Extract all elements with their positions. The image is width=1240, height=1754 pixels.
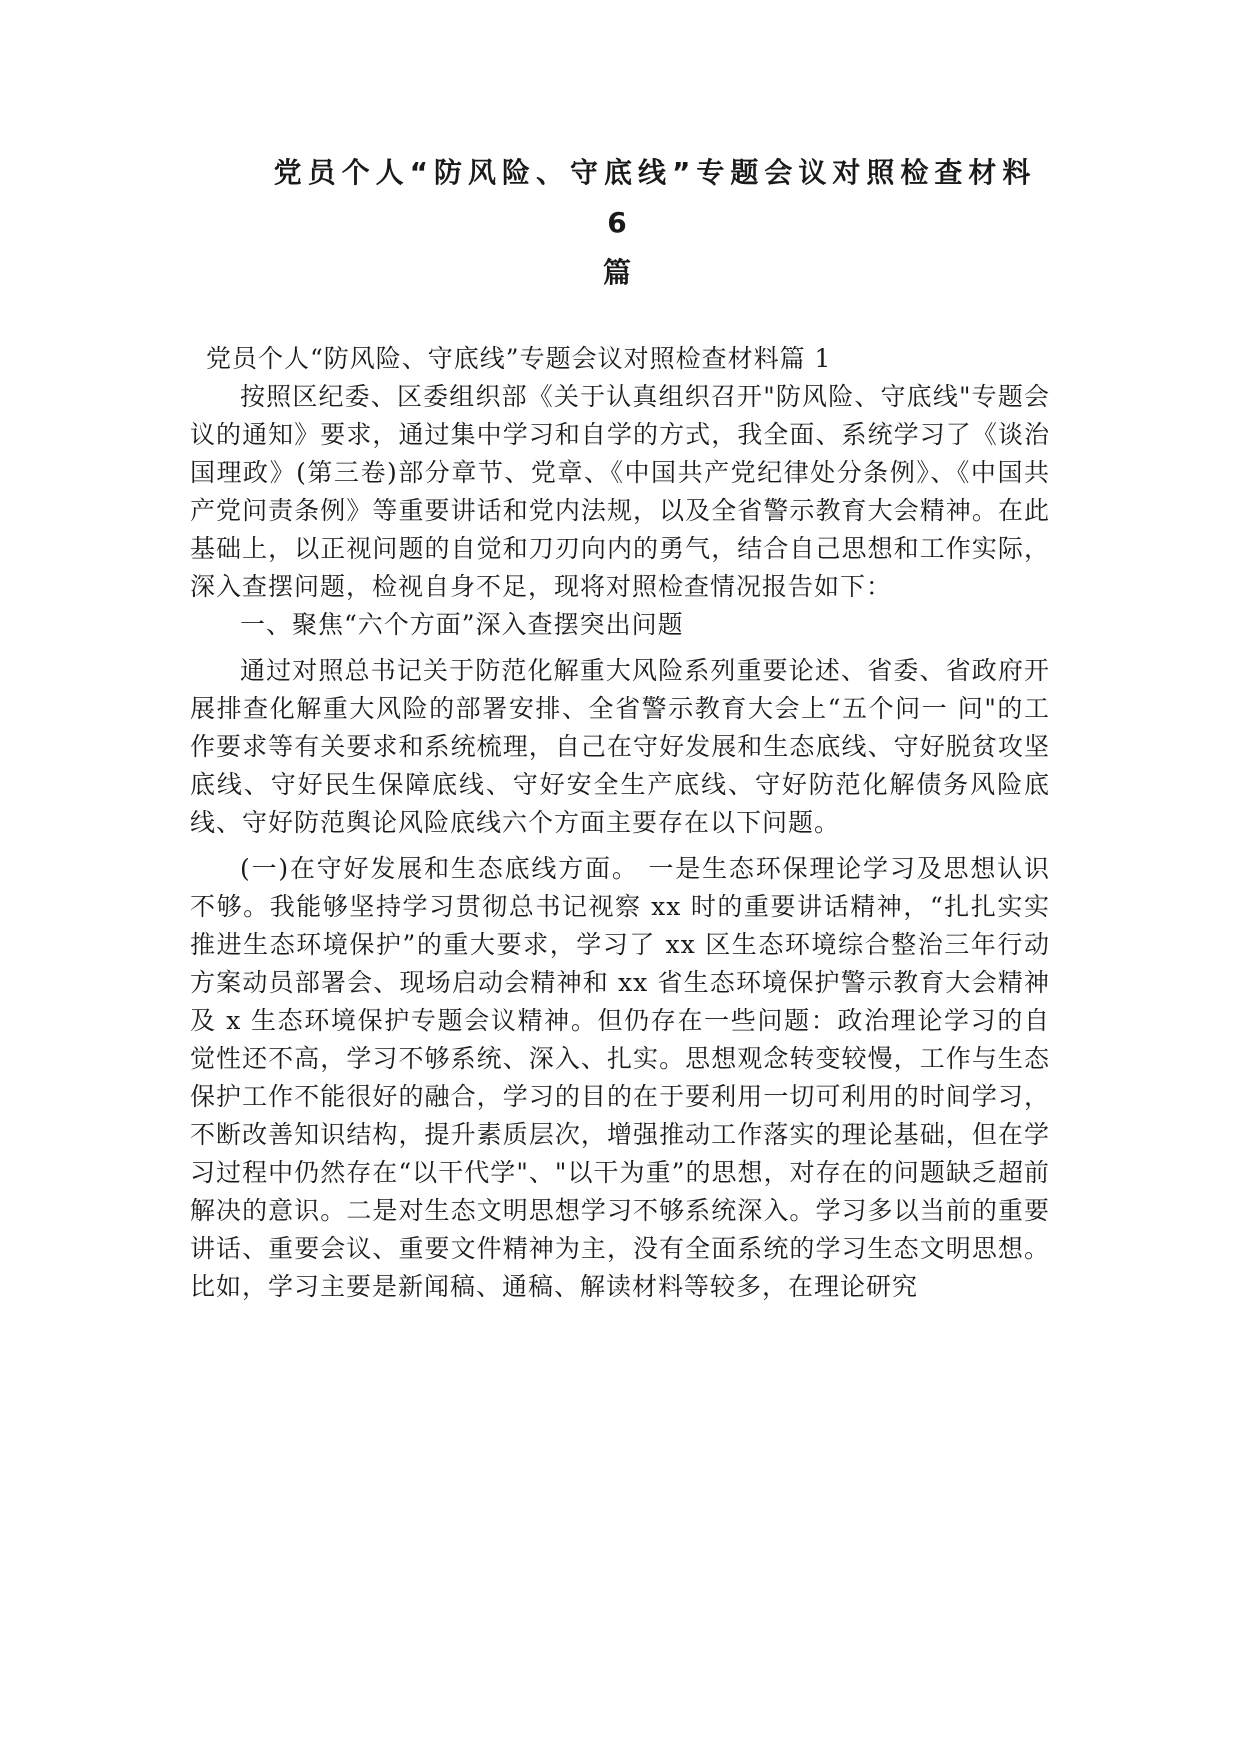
document-title-line-2: 篇 [602,256,637,289]
body-paragraph: 通过对照总书记关于防范化解重大风险系列重要论述、省委、省政府开展排查化解重大风险的部署安排、全省警示教育大会上“五个问一 问"的工作要求等有关要求和系统梳理，自己在守好发展和生态底线、守好脱贫攻坚底线、守好民生保障底线、守好安全生产底线、守好防范化解债务风险底线、守好防范舆论风险底线六个方面主要存在以下问题。 [190,656,1050,837]
section-title: 党员个人“防风险、守底线”专题会议对照检查材料篇 1 [206,344,832,373]
body-paragraph: (一)在守好发展和生态底线方面。 一是生态环保理论学习及思想认识不够。我能够坚持学习贯彻总书记视察 xx 时的重要讲话精神，“扎扎实实推进生态环境保护”的重大要求，学习了 xx 区生态环境综合整治三年行动方案动员部署会、现场启动会精神和 xx 省生态环境保护警示教育大会精神及 x 生态环境保护专题会议精神。但仍存在一些问题：政治理论学习的自觉性还不高，学习不够系统、深入、扎实。思想观念转变较慢，工作与生态保护工作不能很好的融合，学习的目的在于要利用一切可利用的时间学习，不断改善知识结构，提升素质层次，增强推动工作落实的理论基础，但在学习过程中仍然存在“以干代学"、"以干为重”的思想，对存在的问题缺乏超前解决的意识。二是对生态文明思想学习不够系统深入。学习多以当前的重要讲话、重要会议、重要文件精神为主，没有全面系统的学习生态文明思想。比如，学习主要是新闻稿、通稿、解读材料等较多，在理论研究 [190,854,1050,1301]
document-title-line-1: 党员个人“防风险、守底线”专题会议对照检查材料 6 [273,156,1037,239]
document-title [190,148,1050,298]
document-page [190,148,1050,1306]
section-heading: 一、聚焦“六个方面”深入查摆突出问题 [240,610,684,639]
intro-paragraph: 按照区纪委、区委组织部《关于认真组织召开"防风险、守底线"专题会议的通知》要求，通过集中学习和自学的方式，我全面、系统学习了《谈治国理政》(第三卷)部分章节、党章、《中国共产党纪律处分条例》、《中国共产党问责条例》等重要讲话和党内法规，以及全省警示教育大会精神。在此基础上，以正视问题的自觉和刀刃向内的勇气，结合自己思想和工作实际，深入查摆问题，检视自身不足，现将对照检查情况报告如下： [190,382,1050,601]
